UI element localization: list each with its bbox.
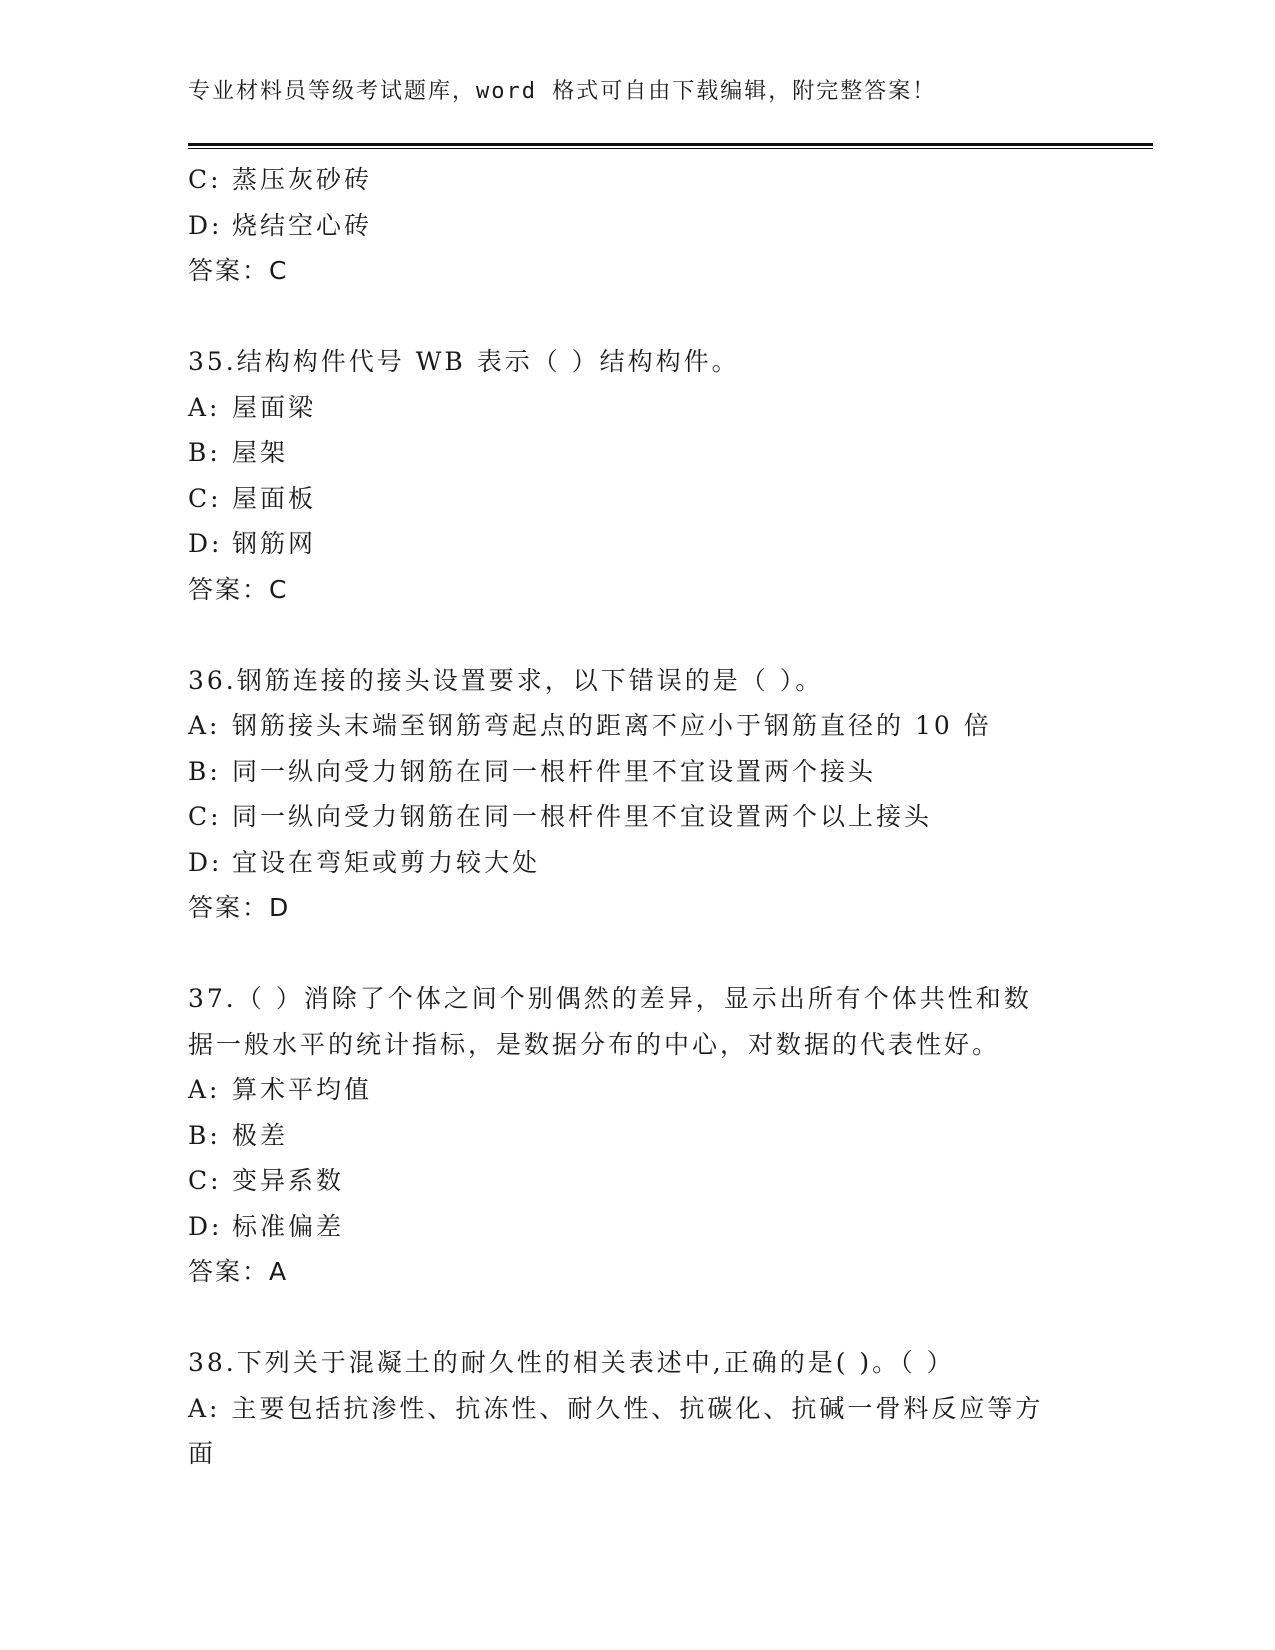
option-text: 蒸压灰砂砖 — [232, 165, 373, 194]
question-stem: 36.钢筋连接的接头设置要求，以下错误的是（ ）。 — [188, 665, 824, 695]
option-text: 同一纵向受力钢筋在同一根杆件里不宜设置两个以上接头 — [232, 802, 933, 831]
option-label: D: — [188, 210, 223, 240]
option-line — [188, 1204, 1088, 1250]
option-label: C: — [188, 483, 222, 513]
option-label: A: — [188, 392, 221, 422]
option-text: 标准偏差 — [232, 1211, 345, 1241]
option-label: D: — [188, 1211, 223, 1241]
spacer — [188, 1295, 1088, 1341]
option-label: C: — [188, 165, 222, 194]
option-line — [188, 476, 1088, 522]
option-label: A: — [188, 711, 221, 740]
answer-line: 答案：A — [188, 1257, 289, 1286]
spacer — [188, 931, 1088, 977]
option-line — [188, 430, 1088, 476]
answer-line: 答案：C — [188, 574, 289, 604]
option-line — [188, 1067, 1088, 1113]
question-stem-line: 据一般水平的统计指标，是数据分布的中心，对数据的代表性好。 — [188, 1029, 1001, 1059]
page-header: 专业材料员等级考试题库，word 格式可自由下载编辑，附完整答案！ — [188, 79, 937, 104]
option-text: 同一纵向受力钢筋在同一根杆件里不宜设置两个接头 — [232, 756, 877, 786]
option-text: 变异系数 — [232, 1166, 345, 1195]
option-text: 屋架 — [232, 438, 289, 467]
answer-line: 答案：C — [188, 256, 289, 285]
option-label: C: — [188, 802, 222, 831]
option-line — [188, 749, 1088, 795]
option-line — [188, 521, 1088, 567]
option-text: 屋面梁 — [232, 392, 317, 422]
spacer — [188, 612, 1088, 658]
option-line — [188, 794, 1088, 840]
option-text: 钢筋网 — [232, 529, 317, 558]
option-line — [188, 203, 1088, 249]
option-text: 钢筋接头末端至钢筋弯起点的距离不应小于钢筋直径的 10 倍 — [232, 711, 992, 740]
question-stem-line: 37.（ ）消除了个体之间个别偶然的差异，显示出所有个体共性和数 — [188, 984, 1032, 1013]
option-text: 极差 — [232, 1120, 289, 1150]
spacer — [188, 294, 1088, 340]
option-line-continued: 面 — [188, 1439, 217, 1468]
option-text: 算术平均值 — [232, 1075, 373, 1104]
option-label: B: — [188, 756, 221, 786]
option-label: D: — [188, 529, 223, 558]
question-stem: 38.下列关于混凝土的耐久性的相关表述中,正确的是( )。（ ） — [188, 1348, 955, 1377]
option-line — [188, 1158, 1088, 1204]
option-line: A: 主要包括抗渗性、抗冻性、耐久性、抗碳化、抗碱一骨料反应等方 — [188, 1393, 1044, 1423]
option-line — [188, 703, 1088, 749]
answer-line: 答案：D — [188, 893, 291, 922]
option-line — [188, 385, 1088, 431]
option-label: A: — [188, 1075, 221, 1104]
option-line — [188, 157, 1088, 203]
option-label: D: — [188, 847, 223, 877]
option-line — [188, 840, 1088, 886]
question-list — [188, 157, 1088, 1477]
option-text: 宜设在弯矩或剪力较大处 — [232, 847, 541, 877]
option-label: C: — [188, 1166, 222, 1195]
option-text: 屋面板 — [232, 483, 317, 513]
option-text: 烧结空心砖 — [232, 210, 373, 240]
option-label: B: — [188, 1120, 221, 1150]
option-label: B: — [188, 438, 221, 467]
option-line — [188, 1113, 1088, 1159]
header-rule — [188, 143, 1153, 149]
question-stem: 35.结构构件代号 WB 表示（ ）结构构件。 — [188, 347, 740, 376]
